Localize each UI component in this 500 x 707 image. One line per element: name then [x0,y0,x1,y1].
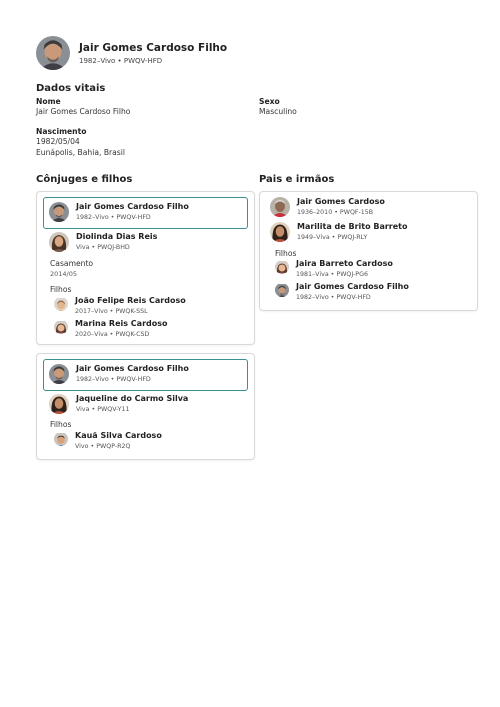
portrait-icon [275,261,289,274]
child-person[interactable] [54,319,168,338]
person-name: Jair Gomes Cardoso Filho [76,202,189,211]
sex-field [259,97,297,117]
person-name: Kauã Silva Cardoso [75,431,162,440]
avatar[interactable] [36,36,70,70]
person-name: Jair Gomes Cardoso [297,197,385,206]
page-title: Jair Gomes Cardoso Filho [79,41,228,54]
person-meta: Vivo • PWQP-R2Q [75,443,131,450]
marriage-date: 2014/05 [50,270,78,278]
person-meta: 1936–2010 • PWQF-15B [297,209,374,216]
portrait-icon [49,232,69,252]
name-value: Jair Gomes Cardoso Filho [36,107,131,116]
portrait-icon [49,364,69,384]
sex-label: Sexo [259,97,280,106]
person-name: Diolinda Dias Reis [76,232,158,241]
person-meta: Viva • PWQJ-BHD [76,244,130,251]
children-label: Filhos [50,420,72,429]
family-card [36,191,255,345]
portrait-icon [54,298,68,311]
sibling-person[interactable] [275,259,393,278]
person-name: Jair Gomes Cardoso Filho [296,282,409,291]
spouse-person[interactable] [49,394,188,414]
person-name: Jaira Barreto Cardoso [296,259,393,268]
children-label: Filhos [275,249,297,258]
child-person[interactable] [54,431,162,450]
person-lifespan-id: 1982–Vivo • PWQV-HFD [79,56,163,65]
person-meta: 1981–Viva • PWQJ-PG6 [296,271,368,278]
portrait-icon [54,321,68,334]
portrait-icon [49,394,69,414]
parents-siblings-title: Pais e irmãos [259,174,335,185]
birth-place: Eunápolis, Bahia, Brasil [36,148,125,157]
person-meta: 1982–Vivo • PWQV-HFD [76,376,151,383]
spouse-person[interactable] [49,232,157,252]
father-person[interactable] [270,197,385,217]
person-name: Marina Reis Cardoso [75,319,168,328]
portrait-icon [54,433,68,446]
person-meta: 2017–Vivo • PWQK-SSL [75,308,148,315]
portrait-icon [275,284,289,297]
child-person[interactable] [54,296,186,315]
vital-facts-section [36,83,476,177]
person-meta: 1949–Viva • PWQJ-RLY [297,234,368,241]
family-card [36,353,255,460]
person-name: Jair Gomes Cardoso Filho [76,364,189,373]
marriage-label: Casamento [50,259,94,268]
name-field [36,97,130,117]
sibling-person[interactable] [275,282,409,301]
vital-facts-title: Dados vitais [36,83,106,94]
person-meta: Viva • PWQV-Y11 [76,406,130,413]
person-meta: 2020–Viva • PWQK-CSD [75,331,150,338]
birth-field [36,127,125,158]
focus-person[interactable] [49,364,189,384]
name-label: Nome [36,97,61,106]
mother-person[interactable] [270,222,408,242]
person-meta: 1982–Vivo • PWQV-HFD [296,294,371,301]
portrait-icon [49,202,69,222]
person-name: Jaqueline do Carmo Silva [76,394,189,403]
parents-card [259,191,478,311]
sex-value: Masculino [259,107,297,116]
portrait-icon [270,222,290,242]
person-name: João Felipe Reis Cardoso [75,296,186,305]
children-label: Filhos [50,285,72,294]
person-meta: 1982–Vivo • PWQV-HFD [76,214,151,221]
person-header [36,36,227,70]
portrait-icon [270,197,290,217]
person-name: Marilita de Brito Barreto [297,222,408,231]
birth-label: Nascimento [36,127,87,136]
spouses-children-title: Cônjuges e filhos [36,174,133,185]
birth-date: 1982/05/04 [36,137,80,146]
focus-person[interactable] [49,202,189,222]
portrait-icon [36,36,70,70]
